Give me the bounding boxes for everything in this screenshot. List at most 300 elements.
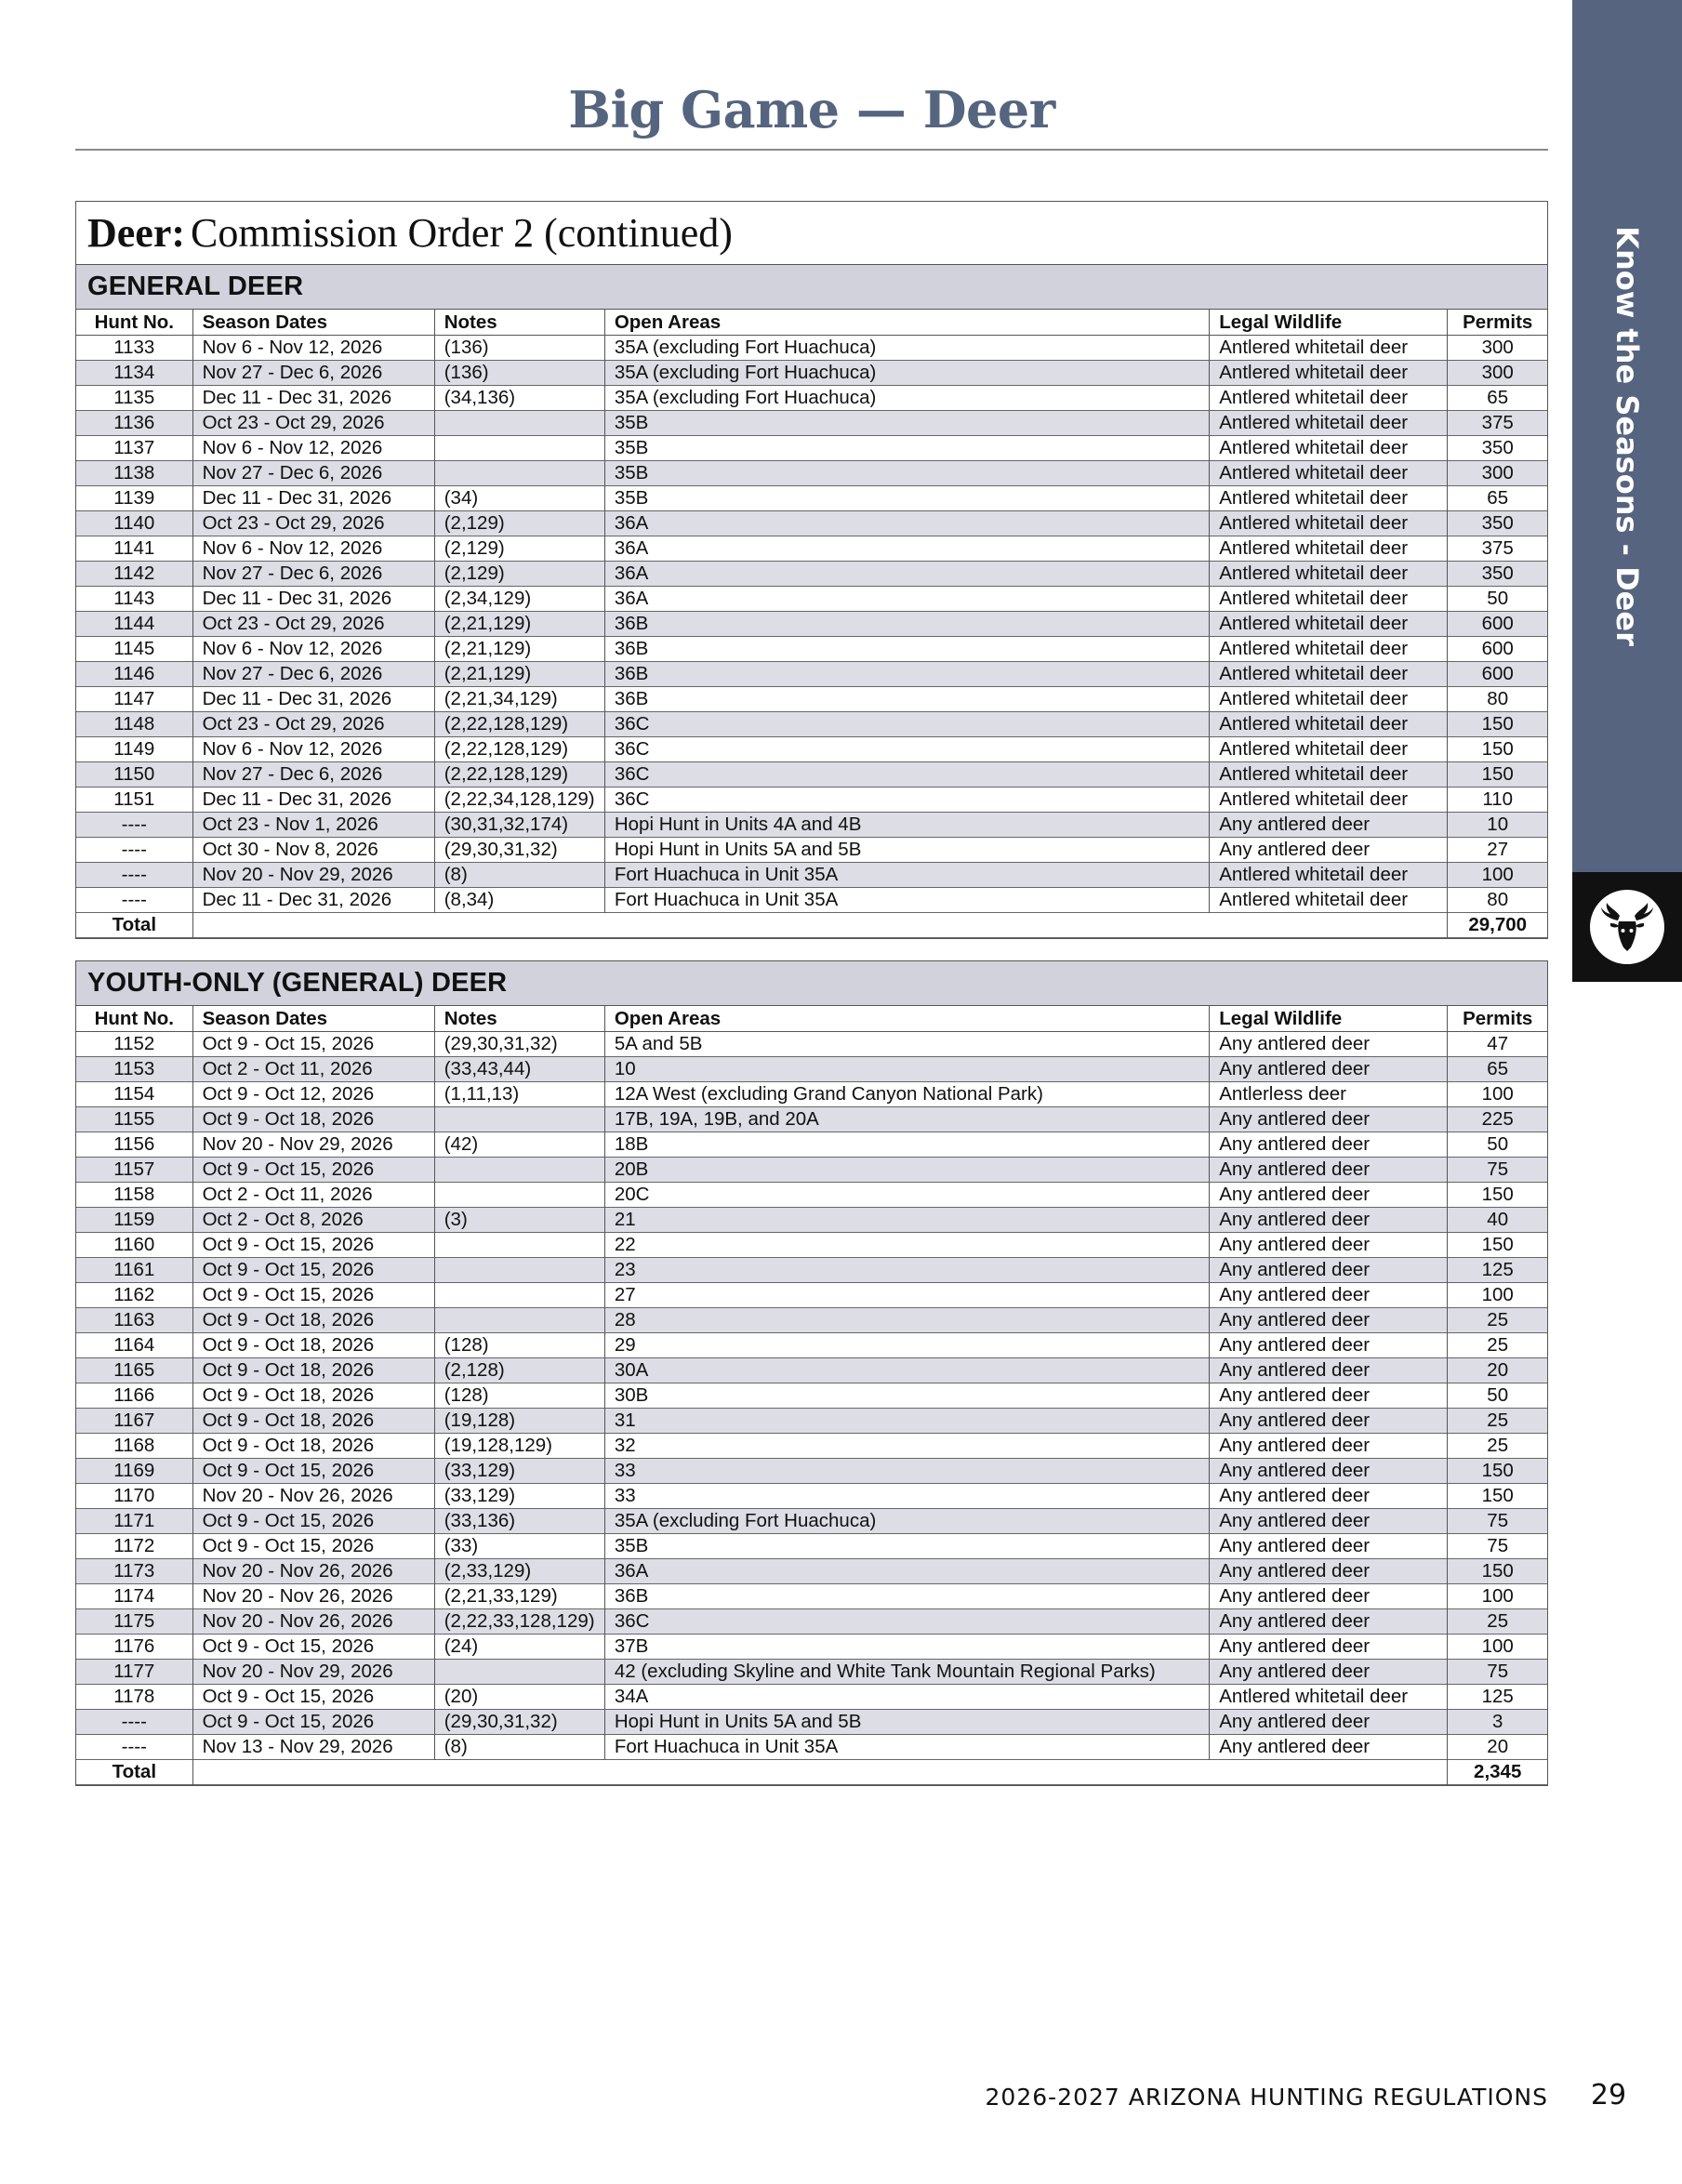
notes-cell [434,435,604,460]
open-areas-cell: 36B [604,1583,1209,1608]
permits-cell: 100 [1448,1282,1547,1307]
season-dates-cell: Dec 11 - Dec 31, 2026 [192,485,434,510]
permits-cell: 25 [1448,1332,1547,1357]
open-areas-cell: 36C [604,711,1209,736]
legal-wildlife-cell: Any antlered deer [1210,1307,1448,1332]
season-dates-cell: Nov 6 - Nov 12, 2026 [192,335,434,360]
legal-wildlife-cell: Any antlered deer [1210,1734,1448,1759]
open-areas-cell: 36A [604,510,1209,536]
notes-cell [434,1282,604,1307]
notes-cell: (34,136) [434,385,604,410]
hunt-no-cell: 1171 [76,1508,192,1533]
table-row [76,787,1547,812]
hunt-no-cell: 1163 [76,1307,192,1332]
season-dates-cell: Oct 30 - Nov 8, 2026 [192,837,434,862]
table-row [76,1408,1547,1433]
open-areas-cell: 36A [604,586,1209,611]
col-permits: Permits [1448,1006,1547,1031]
permits-cell: 300 [1448,460,1547,485]
open-areas-cell: 29 [604,1332,1209,1357]
permits-cell: 25 [1448,1408,1547,1433]
open-areas-cell: Hopi Hunt in Units 5A and 5B [604,837,1209,862]
season-dates-cell: Oct 23 - Oct 29, 2026 [192,611,434,636]
hunt-no-cell: 1157 [76,1157,192,1182]
permits-cell: 150 [1448,1558,1547,1583]
notes-cell [434,1182,604,1207]
open-areas-cell: 17B, 19A, 19B, and 20A [604,1106,1209,1132]
permits-cell: 150 [1448,736,1547,761]
permits-cell: 300 [1448,335,1547,360]
table-row [76,1608,1547,1634]
table-row [76,736,1547,761]
hunt-no-cell: 1158 [76,1182,192,1207]
open-areas-cell: Fort Huachuca in Unit 35A [604,1734,1209,1759]
notes-cell [434,1232,604,1257]
table-row [76,360,1547,385]
table-row [76,1132,1547,1157]
legal-wildlife-cell: Antlered whitetail deer [1210,661,1448,686]
open-areas-cell: 35A (excluding Fort Huachuca) [604,335,1209,360]
table-row [76,335,1547,360]
permits-cell: 600 [1448,611,1547,636]
season-dates-cell: Oct 9 - Oct 15, 2026 [192,1533,434,1558]
hunt-no-cell: 1154 [76,1081,192,1106]
hunt-no-cell: 1168 [76,1433,192,1458]
season-dates-cell: Nov 6 - Nov 12, 2026 [192,435,434,460]
hunt-no-cell: 1156 [76,1132,192,1157]
legal-wildlife-cell: Any antlered deer [1210,1483,1448,1508]
table-row [76,862,1547,887]
open-areas-cell: 36A [604,1558,1209,1583]
table-row [76,1709,1547,1734]
open-areas-cell: 27 [604,1282,1209,1307]
table-row [76,1081,1547,1106]
permits-cell: 300 [1448,360,1547,385]
hunt-no-cell: 1169 [76,1458,192,1483]
table-row [76,1106,1547,1132]
hunt-no-cell: ---- [76,1734,192,1759]
open-areas-cell: 36B [604,661,1209,686]
permits-cell: 75 [1448,1533,1547,1558]
open-areas-cell: 36B [604,611,1209,636]
legal-wildlife-cell: Any antlered deer [1210,1383,1448,1408]
hunt-no-cell: 1152 [76,1031,192,1056]
table-row [76,661,1547,686]
legal-wildlife-cell: Any antlered deer [1210,1132,1448,1157]
open-areas-cell: 33 [604,1458,1209,1483]
section-title-youth: YOUTH-ONLY (GENERAL) DEER [76,961,1547,1006]
legal-wildlife-cell: Any antlered deer [1210,837,1448,862]
permits-cell: 80 [1448,686,1547,711]
season-dates-cell: Oct 9 - Oct 18, 2026 [192,1307,434,1332]
open-areas-cell: 35B [604,435,1209,460]
legal-wildlife-cell: Antlered whitetail deer [1210,510,1448,536]
notes-cell: (2,129) [434,536,604,561]
hunt-no-cell: 1144 [76,611,192,636]
legal-wildlife-cell: Any antlered deer [1210,1634,1448,1659]
notes-cell: (2,21,129) [434,636,604,661]
open-areas-cell: 5A and 5B [604,1031,1209,1056]
hunt-no-cell: 1139 [76,485,192,510]
notes-cell: (2,22,128,129) [434,761,604,787]
table-title-bold: Deer: [87,210,186,256]
legal-wildlife-cell: Antlered whitetail deer [1210,435,1448,460]
season-dates-cell: Oct 9 - Oct 18, 2026 [192,1383,434,1408]
permits-cell: 225 [1448,1106,1547,1132]
open-areas-cell: Hopi Hunt in Units 5A and 5B [604,1709,1209,1734]
season-dates-cell: Oct 23 - Nov 1, 2026 [192,812,434,837]
permits-cell: 75 [1448,1659,1547,1684]
table-row [76,435,1547,460]
permits-cell: 25 [1448,1608,1547,1634]
season-dates-cell: Oct 9 - Oct 12, 2026 [192,1081,434,1106]
col-legal-wildlife: Legal Wildlife [1210,1006,1448,1031]
side-icon-box [1572,872,1682,982]
table-row [76,1056,1547,1081]
season-dates-cell: Dec 11 - Dec 31, 2026 [192,686,434,711]
table-row [76,485,1547,510]
general-table-grid [76,310,1547,938]
col-permits: Permits [1448,310,1547,335]
hunt-no-cell: 1173 [76,1558,192,1583]
season-dates-cell: Nov 20 - Nov 26, 2026 [192,1483,434,1508]
open-areas-cell: 10 [604,1056,1209,1081]
permits-cell: 350 [1448,435,1547,460]
permits-cell: 20 [1448,1734,1547,1759]
season-dates-cell: Oct 9 - Oct 15, 2026 [192,1282,434,1307]
notes-cell [434,1307,604,1332]
season-dates-cell: Oct 9 - Oct 18, 2026 [192,1106,434,1132]
season-dates-cell: Oct 9 - Oct 15, 2026 [192,1684,434,1709]
notes-cell: (19,128) [434,1408,604,1433]
notes-cell: (2,33,129) [434,1558,604,1583]
permits-cell: 25 [1448,1307,1547,1332]
open-areas-cell: 30B [604,1383,1209,1408]
notes-cell: (8) [434,862,604,887]
open-areas-cell: Fort Huachuca in Unit 35A [604,887,1209,912]
table-row [76,1232,1547,1257]
hunt-no-cell: ---- [76,887,192,912]
general-table-body [76,335,1547,937]
col-open-areas: Open Areas [604,1006,1209,1031]
page-number: 29 [1590,2079,1627,2111]
open-areas-cell: 22 [604,1232,1209,1257]
open-areas-cell: 35B [604,485,1209,510]
permits-cell: 20 [1448,1357,1547,1383]
legal-wildlife-cell: Antlered whitetail deer [1210,561,1448,586]
notes-cell: (1,11,13) [434,1081,604,1106]
notes-cell: (2,22,128,129) [434,711,604,736]
permits-cell: 100 [1448,862,1547,887]
season-dates-cell: Oct 9 - Oct 15, 2026 [192,1031,434,1056]
permits-cell: 100 [1448,1583,1547,1608]
notes-cell [434,460,604,485]
table-row [76,837,1547,862]
permits-cell: 150 [1448,1232,1547,1257]
hunt-no-cell: ---- [76,812,192,837]
open-areas-cell: 35A (excluding Fort Huachuca) [604,385,1209,410]
notes-cell [434,1659,604,1684]
season-dates-cell: Nov 27 - Dec 6, 2026 [192,761,434,787]
title-divider [75,149,1548,151]
hunt-no-cell: 1143 [76,586,192,611]
permits-cell: 150 [1448,1483,1547,1508]
notes-cell: (2,22,128,129) [434,736,604,761]
table-row [76,1307,1547,1332]
table-row [76,1734,1547,1759]
permits-cell: 75 [1448,1508,1547,1533]
table-row [76,1257,1547,1282]
permits-cell: 350 [1448,510,1547,536]
season-dates-cell: Dec 11 - Dec 31, 2026 [192,586,434,611]
legal-wildlife-cell: Any antlered deer [1210,1106,1448,1132]
total-row [76,1759,1547,1784]
table-row [76,1458,1547,1483]
table-row [76,636,1547,661]
season-dates-cell: Oct 9 - Oct 18, 2026 [192,1332,434,1357]
notes-cell: (33,43,44) [434,1056,604,1081]
legal-wildlife-cell: Any antlered deer [1210,1408,1448,1433]
permits-cell: 600 [1448,636,1547,661]
season-dates-cell: Oct 9 - Oct 15, 2026 [192,1257,434,1282]
col-hunt-no: Hunt No. [76,1006,192,1031]
season-dates-cell: Nov 27 - Dec 6, 2026 [192,460,434,485]
notes-cell: (2,129) [434,561,604,586]
hunt-no-cell: 1149 [76,736,192,761]
permits-cell: 65 [1448,385,1547,410]
season-dates-cell: Oct 2 - Oct 8, 2026 [192,1207,434,1232]
table-row [76,1634,1547,1659]
hunt-no-cell: 1153 [76,1056,192,1081]
permits-cell: 375 [1448,410,1547,435]
open-areas-cell: 36B [604,686,1209,711]
permits-cell: 75 [1448,1157,1547,1182]
season-dates-cell: Oct 9 - Oct 15, 2026 [192,1508,434,1533]
legal-wildlife-cell: Any antlered deer [1210,1357,1448,1383]
notes-cell: (2,21,34,129) [434,686,604,711]
legal-wildlife-cell: Antlered whitetail deer [1210,862,1448,887]
hunt-no-cell: 1160 [76,1232,192,1257]
permits-cell: 150 [1448,711,1547,736]
table-row [76,1182,1547,1207]
open-areas-cell: 33 [604,1483,1209,1508]
table-row [76,611,1547,636]
legal-wildlife-cell: Antlered whitetail deer [1210,1684,1448,1709]
season-dates-cell: Dec 11 - Dec 31, 2026 [192,385,434,410]
legal-wildlife-cell: Antlered whitetail deer [1210,711,1448,736]
season-dates-cell: Oct 9 - Oct 15, 2026 [192,1157,434,1182]
season-dates-cell: Oct 23 - Oct 29, 2026 [192,410,434,435]
table-row [76,586,1547,611]
table-row [76,385,1547,410]
table-row [76,460,1547,485]
total-spacer [192,912,1448,937]
legal-wildlife-cell: Any antlered deer [1210,1182,1448,1207]
season-dates-cell: Oct 9 - Oct 15, 2026 [192,1458,434,1483]
open-areas-cell: 35A (excluding Fort Huachuca) [604,1508,1209,1533]
notes-cell: (136) [434,335,604,360]
section-title-general: GENERAL DEER [76,265,1547,310]
page-title: Big Game — Deer [568,80,1055,139]
open-areas-cell: 31 [604,1408,1209,1433]
permits-cell: 25 [1448,1433,1547,1458]
hunt-no-cell: ---- [76,862,192,887]
permits-cell: 3 [1448,1709,1547,1734]
table-row [76,410,1547,435]
table-row [76,1031,1547,1056]
notes-cell [434,1257,604,1282]
notes-cell: (2,22,34,128,129) [434,787,604,812]
total-label: Total [76,1759,192,1784]
permits-cell: 50 [1448,586,1547,611]
notes-cell: (33,129) [434,1458,604,1483]
legal-wildlife-cell: Any antlered deer [1210,1533,1448,1558]
open-areas-cell: Hopi Hunt in Units 4A and 4B [604,812,1209,837]
table-row [76,1357,1547,1383]
table-title-rest: Commission Order 2 (continued) [191,210,733,256]
hunt-no-cell: 1165 [76,1357,192,1383]
open-areas-cell: 20C [604,1182,1209,1207]
season-dates-cell: Nov 6 - Nov 12, 2026 [192,536,434,561]
season-dates-cell: Nov 27 - Dec 6, 2026 [192,360,434,385]
table-row [76,711,1547,736]
legal-wildlife-cell: Antlered whitetail deer [1210,887,1448,912]
legal-wildlife-cell: Any antlered deer [1210,1056,1448,1081]
table-row [76,1157,1547,1182]
notes-cell: (33,136) [434,1508,604,1533]
notes-cell: (136) [434,360,604,385]
legal-wildlife-cell: Any antlered deer [1210,1433,1448,1458]
legal-wildlife-cell: Any antlered deer [1210,1508,1448,1533]
hunt-no-cell: 1146 [76,661,192,686]
legal-wildlife-cell: Antlerless deer [1210,1081,1448,1106]
notes-cell: (2,21,129) [434,661,604,686]
notes-cell: (42) [434,1132,604,1157]
table-row [76,1508,1547,1533]
permits-cell: 110 [1448,787,1547,812]
season-dates-cell: Oct 9 - Oct 18, 2026 [192,1357,434,1383]
table-row [76,1332,1547,1357]
legal-wildlife-cell: Antlered whitetail deer [1210,485,1448,510]
hunt-no-cell: 1147 [76,686,192,711]
notes-cell: (2,21,129) [434,611,604,636]
legal-wildlife-cell: Any antlered deer [1210,1608,1448,1634]
notes-cell: (33) [434,1533,604,1558]
col-season-dates: Season Dates [192,310,434,335]
season-dates-cell: Nov 20 - Nov 26, 2026 [192,1608,434,1634]
legal-wildlife-cell: Any antlered deer [1210,1458,1448,1483]
legal-wildlife-cell: Any antlered deer [1210,1659,1448,1684]
hunt-no-cell: 1134 [76,360,192,385]
table-row [76,1583,1547,1608]
hunt-no-cell: 1137 [76,435,192,460]
total-label: Total [76,912,192,937]
notes-cell [434,1106,604,1132]
open-areas-cell: 36C [604,736,1209,761]
hunt-no-cell: 1161 [76,1257,192,1282]
open-areas-cell: 21 [604,1207,1209,1232]
open-areas-cell: 35B [604,460,1209,485]
open-areas-cell: 28 [604,1307,1209,1332]
permits-cell: 375 [1448,536,1547,561]
general-deer-table [75,201,1548,939]
notes-cell: (2,34,129) [434,586,604,611]
open-areas-cell: 36A [604,536,1209,561]
notes-cell: (29,30,31,32) [434,1709,604,1734]
hunt-no-cell: 1172 [76,1533,192,1558]
legal-wildlife-cell: Antlered whitetail deer [1210,460,1448,485]
hunt-no-cell: 1135 [76,385,192,410]
legal-wildlife-cell: Antlered whitetail deer [1210,611,1448,636]
season-dates-cell: Oct 23 - Oct 29, 2026 [192,711,434,736]
legal-wildlife-cell: Any antlered deer [1210,1709,1448,1734]
notes-cell: (128) [434,1332,604,1357]
permits-cell: 125 [1448,1684,1547,1709]
open-areas-cell: 35B [604,410,1209,435]
permits-cell: 150 [1448,761,1547,787]
hunt-no-cell: 1174 [76,1583,192,1608]
notes-cell [434,1157,604,1182]
season-dates-cell: Nov 20 - Nov 26, 2026 [192,1583,434,1608]
legal-wildlife-cell: Antlered whitetail deer [1210,360,1448,385]
season-dates-cell: Nov 20 - Nov 29, 2026 [192,1132,434,1157]
permits-cell: 150 [1448,1182,1547,1207]
legal-wildlife-cell: Antlered whitetail deer [1210,385,1448,410]
open-areas-cell: 37B [604,1634,1209,1659]
side-tab-label: Know the Seasons - Deer [1609,226,1646,646]
notes-cell [434,410,604,435]
table-row [76,1282,1547,1307]
legal-wildlife-cell: Any antlered deer [1210,1282,1448,1307]
hunt-no-cell: 1162 [76,1282,192,1307]
hunt-no-cell: 1138 [76,460,192,485]
total-value: 2,345 [1448,1759,1547,1784]
hunt-no-cell: ---- [76,837,192,862]
deer-head-icon [1588,888,1666,966]
permits-cell: 600 [1448,661,1547,686]
legal-wildlife-cell: Any antlered deer [1210,812,1448,837]
table-row [76,887,1547,912]
notes-cell: (3) [434,1207,604,1232]
legal-wildlife-cell: Antlered whitetail deer [1210,761,1448,787]
permits-cell: 80 [1448,887,1547,912]
col-hunt-no: Hunt No. [76,310,192,335]
legal-wildlife-cell: Antlered whitetail deer [1210,686,1448,711]
season-dates-cell: Nov 6 - Nov 12, 2026 [192,636,434,661]
notes-cell: (2,129) [434,510,604,536]
notes-cell: (29,30,31,32) [434,837,604,862]
season-dates-cell: Oct 2 - Oct 11, 2026 [192,1056,434,1081]
table-row [76,1533,1547,1558]
notes-cell: (128) [434,1383,604,1408]
season-dates-cell: Dec 11 - Dec 31, 2026 [192,887,434,912]
open-areas-cell: 36C [604,1608,1209,1634]
permits-cell: 150 [1448,1458,1547,1483]
hunt-no-cell: 1133 [76,335,192,360]
legal-wildlife-cell: Any antlered deer [1210,1031,1448,1056]
hunt-no-cell: 1155 [76,1106,192,1132]
table-row [76,561,1547,586]
col-season-dates: Season Dates [192,1006,434,1031]
hunt-no-cell: 1178 [76,1684,192,1709]
footer-text: 2026-2027 ARIZONA HUNTING REGULATIONS [985,2084,1548,2111]
table-row [76,761,1547,787]
hunt-no-cell: 1148 [76,711,192,736]
open-areas-cell: 35A (excluding Fort Huachuca) [604,360,1209,385]
notes-cell: (2,21,33,129) [434,1583,604,1608]
side-tab-label-wrap [1572,0,1682,872]
open-areas-cell: 18B [604,1132,1209,1157]
